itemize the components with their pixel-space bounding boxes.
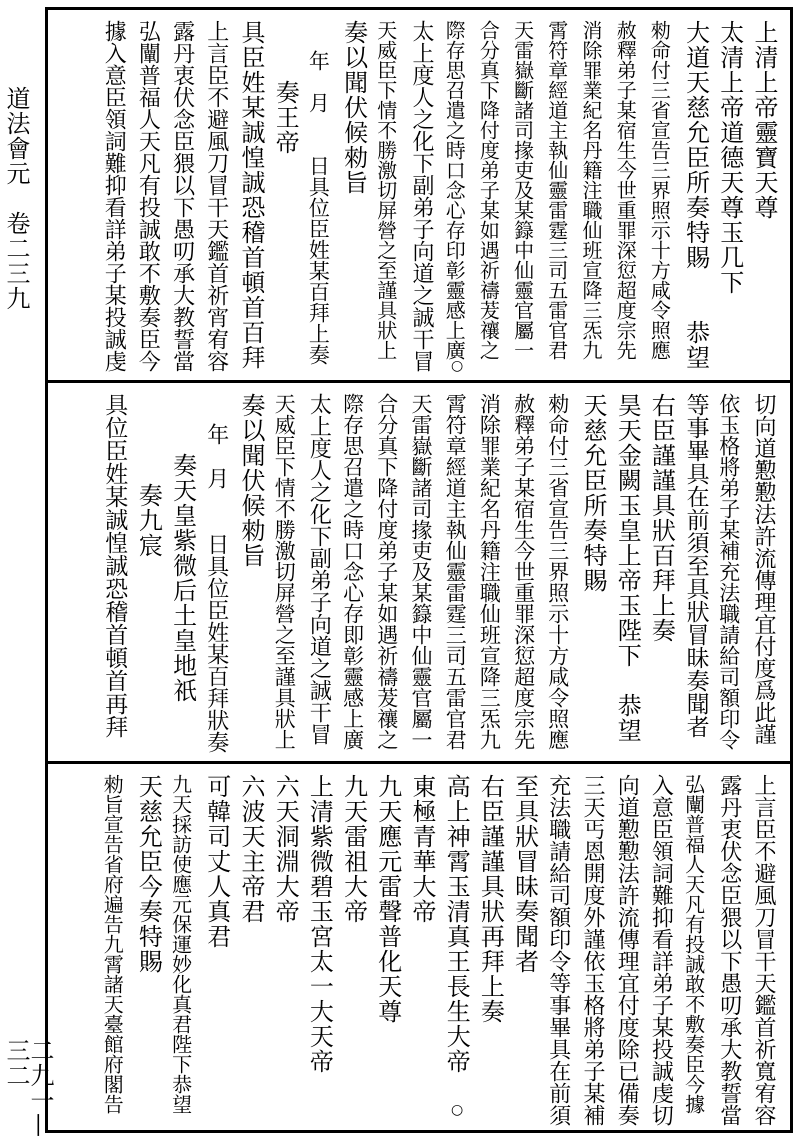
text-column: 赦釋弟子某宿生今世重罪深愆超度宗先 xyxy=(511,393,536,750)
text-column: 切向道懃懃法許流傳理宜付度爲此謹 xyxy=(751,393,776,745)
text-column: 具位臣姓某誠惶誠恐稽首頓首再拜 xyxy=(101,393,128,738)
text-column: 右臣謹謹具狀百拜上奏 xyxy=(647,393,676,643)
text-column: 霄符章經道主執仙靈雷霆三司五雷官君 xyxy=(544,20,569,360)
text-column: 奏天皇紫微后土皇地祇 xyxy=(168,453,197,703)
text-column: 入意臣領詞難抑看詳弟子某投誠虔切 xyxy=(648,774,674,1126)
text-column: 奏王帝 xyxy=(271,80,300,155)
text-column: 天威臣下情不勝激切屏營之至謹具狀上 xyxy=(272,393,297,750)
text-column: 上清上帝靈寶天尊 xyxy=(750,20,778,220)
text-column: 勑旨宣告省府遍告九霄諸天臺館府閣告 xyxy=(100,774,125,1114)
text-column: 際存思召遣之時口念心存印彰靈感上廣 xyxy=(442,20,467,360)
text-column: 東極青華大帝 xyxy=(408,774,436,924)
text-column: 太清上帝道德天尊玉几下 xyxy=(715,20,744,295)
text-column: 上言臣不避風刀冒干天鑑首祈宵宥容 xyxy=(203,20,229,372)
text-column: 上清紫微碧玉宮太一大天帝 xyxy=(305,774,334,1074)
text-column: 年 月 日具位臣姓某百拜狀奏 xyxy=(203,423,229,753)
text-column: 奏九宸 xyxy=(134,483,163,558)
text-column: 奏以聞伏候勑旨 xyxy=(237,393,265,568)
text-column: 右臣謹謹具狀再拜上奏 xyxy=(476,774,505,1024)
text-column: 九天採訪使應元保運妙化真君陛下恭望 xyxy=(168,774,193,1114)
text-column: 勑命付三省宣告三界照示十方咸令照應 xyxy=(545,393,570,750)
text-column: 天慈允臣所奏特賜 xyxy=(579,393,607,593)
text-column: 據入意臣領詞難抑看詳弟子某投誠虔 xyxy=(101,20,127,372)
text-column: 向道懃懃法許流傳理宜付度除已備奏 xyxy=(614,774,640,1126)
text-column: 高上神霄玉清真王長生大帝 xyxy=(442,774,471,1074)
text-column: 天慈允臣今奏特賜 xyxy=(134,774,163,974)
text-column: 可韓司丈人真君 xyxy=(202,774,231,949)
text-column: 等事畢具在前須至具狀冒昧奏聞者 xyxy=(682,393,709,738)
text-column: 弘闡普福人天凡有投誠敢不敷奏臣今 xyxy=(135,20,161,372)
text-column: 年 月 日具位臣姓某百拜上奏 xyxy=(306,50,331,365)
text-column: 太上度人之化下副弟子向道之誠干冒 xyxy=(306,393,332,745)
text-column: 充法職請給司額印令等事畢具在前須 xyxy=(545,774,571,1126)
text-column: 昊天金闕玉皇上帝玉陛下 恭望 xyxy=(613,393,642,743)
text-column: 霄符章經道主執仙靈雷霆三司五雷官君 xyxy=(443,393,468,750)
text-column: 至具狀冒昧奏聞者 xyxy=(510,774,539,974)
text-column: 弘闡普福人天凡有投誠敢不敷奏臣今據 xyxy=(681,774,706,1114)
text-column: 六天洞淵大帝 xyxy=(271,774,300,924)
text-column: 赦釋弟子某宿生今世重罪深愆超度宗先 xyxy=(613,20,638,360)
text-column: 露丹衷伏念臣猥以下愚叨承大教誓當 xyxy=(169,20,195,372)
text-column: 勑命付三省宣告三界照示十方咸令照應 xyxy=(647,20,672,360)
text-column: 九天雷祖大帝 xyxy=(339,774,368,924)
text-panel-middle xyxy=(48,383,790,761)
text-panel-bottom xyxy=(48,764,790,1130)
text-column: 上言臣不避風刀冒干天鑑首祈寬宥容 xyxy=(751,774,776,1126)
circle-mark: ○ xyxy=(451,1102,464,1118)
text-column: 合分真下降付度弟子某如遇祈禱茇禳之 xyxy=(374,393,399,750)
margin-page-number: 二九一—三二 xyxy=(2,1038,54,1138)
text-panel-top xyxy=(48,10,790,380)
text-column: 消除罪業紀名丹籍注職仙班宣降三炁九 xyxy=(579,20,603,360)
text-column: 天雷嶽斷諸司掾吏及某籙中仙靈官屬一 xyxy=(409,393,433,750)
text-column: 三天丐恩開度外謹依玉格將弟子某補 xyxy=(580,774,605,1126)
text-column: 露丹衷伏念臣猥以下愚叨承大教誓當 xyxy=(716,774,742,1126)
circle-mark: ○ xyxy=(451,358,464,374)
text-column: 消除罪業紀名丹籍注職仙班宣降三炁九 xyxy=(477,393,502,750)
text-column: 六波天主帝君 xyxy=(237,774,265,924)
text-column: 具臣姓某誠惶誠恐稽首頓首百拜 xyxy=(237,20,265,370)
text-column: 天雷嶽斷諸司掾吏及某籙中仙靈官屬一 xyxy=(510,20,535,360)
text-column: 大道天慈允臣所奏特賜 恭望 xyxy=(681,20,710,370)
text-column: 天威臣下情不勝激切屏營之至謹具狀上 xyxy=(373,20,398,360)
text-column: 合分真下降付度弟子某如遇祈禱茇禳之 xyxy=(476,20,501,360)
page-frame xyxy=(45,7,793,1133)
text-column: 依玉格將弟子某補充法職請給司額印令 xyxy=(716,393,741,750)
text-column: 九天應元雷聲普化天尊 xyxy=(373,774,402,1024)
margin-title: 道法會元 卷二三九 xyxy=(2,86,30,311)
text-column: 奏以聞伏候勑旨 xyxy=(339,20,368,195)
text-column: 際存思召遣之時口念心存即彰靈感上廣 xyxy=(340,393,365,750)
text-column: 太上度人之化下副弟子向道之誠干冒 xyxy=(409,20,434,372)
